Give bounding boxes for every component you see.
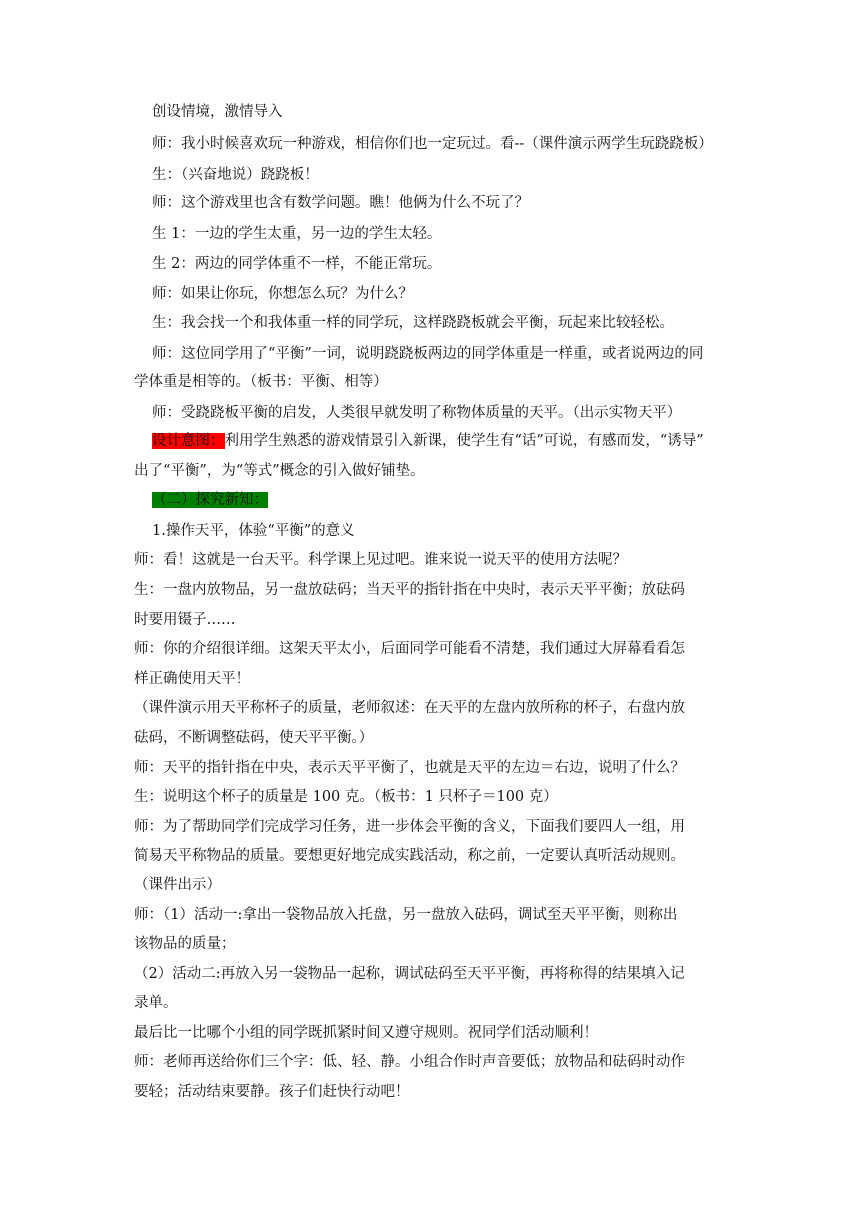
paragraph-line: 生 1：一边的学生太重，另一边的学生太轻。 — [152, 226, 442, 242]
paragraph-line: 要轻；活动结束要静。孩子们赶快行动吧！ — [134, 1084, 410, 1100]
paragraph-line: 生：一盘内放物品，另一盘放砝码；当天平的指针指在中央时，表示天平平衡；放砝码 — [134, 582, 685, 598]
paragraph-line: 出了“平衡”，为“等式”概念的引入做好铺垫。 — [134, 463, 425, 479]
paragraph-line: 师：受跷跷板平衡的启发，人类很早就发明了称物体质量的天平。（出示实物天平） — [152, 405, 682, 421]
paragraph-line: 师：为了帮助同学们完成学习任务，进一步体会平衡的含义，下面我们要四人一组，用 — [134, 819, 685, 835]
paragraph-line: 生：说明这个杯子的质量是 100 克。（板书：1 只杯子＝100 克） — [134, 789, 558, 805]
paragraph-line: 生：（兴奋地说）跷跷板！ — [152, 167, 319, 183]
paragraph-line: 学体重是相等的。（板书：平衡、相等） — [134, 374, 388, 390]
paragraph-line: 师：（1）活动一:拿出一袋物品放入托盘，另一盘放入砝码，调试至天平平衡，则称出 — [134, 907, 678, 923]
paragraph-line: （课件演示用天平称杯子的质量，老师叙述：在天平的左盘内放所称的杯子，右盘内放 — [134, 700, 685, 716]
subsection-heading: 1.操作天平，体验“平衡”的意义 — [152, 523, 355, 539]
paragraph-line: 师：这个游戏里也含有数学问题。瞧！他俩为什么不玩了？ — [152, 195, 529, 211]
paragraph-line: 师：你的介绍很详细。这架天平太小，后面同学可能看不清楚，我们通过大屏幕看看怎 — [134, 641, 685, 657]
paragraph-line: 师：天平的指针指在中央，表示天平平衡了，也就是天平的左边＝右边，说明了什么？ — [134, 760, 685, 776]
design-intent-label: 设计意图： — [152, 433, 225, 449]
paragraph-line: 时要用镊子…… — [134, 612, 236, 628]
paragraph-line: 样正确使用天平！ — [134, 671, 250, 687]
paragraph-line: 生 2：两边的同学体重不一样，不能正常玩。 — [152, 256, 442, 272]
design-intent-line — [152, 432, 704, 450]
paragraph-line: 砝码，不断调整砝码，使天平平衡。） — [134, 730, 374, 746]
paragraph-line: 录单。 — [134, 995, 178, 1011]
section-heading: 创设情境，激情导入 — [152, 104, 283, 120]
paragraph-line: 简易天平称物品的质量。要想更好地完成实践活动，称之前，一定要认真听活动规则。 — [134, 848, 685, 864]
paragraph-line: 生：我会找一个和我体重一样的同学玩，这样跷跷板就会平衡，玩起来比较轻松。 — [152, 315, 674, 331]
paragraph-line: 该物品的质量； — [134, 936, 236, 952]
paragraph-line: 最后比一比哪个小组的同学既抓紧时间又遵守规则。祝同学们活动顺利！ — [134, 1025, 598, 1041]
section-heading-highlight: （二）探究新知： — [152, 492, 268, 508]
paragraph-line: 师：老师再送给你们三个字：低、轻、静。小组合作时声音要低；放物品和砝码时动作 — [134, 1054, 685, 1070]
paragraph-line: （课件出示） — [134, 877, 221, 893]
paragraph-line: （2）活动二:再放入另一袋物品一起称，调试砝码至天平平衡，再将称得的结果填入记 — [134, 966, 685, 982]
paragraph-line: 师：如果让你玩，你想怎么玩？为什么？ — [152, 286, 413, 302]
paragraph-line: 师：看！这就是一台天平。科学课上见过吧。谁来说一说天平的使用方法呢？ — [134, 552, 627, 568]
design-intent-text: 利用学生熟悉的游戏情景引入新课，使学生有“话”可说，有感而发，“诱导” — [224, 433, 704, 449]
section-heading-line — [152, 491, 268, 509]
paragraph-line: 师：我小时候喜欢玩一种游戏，相信你们也一定玩过。看--（课件演示两学生玩跷跷板） — [152, 136, 713, 152]
paragraph-line: 师：这位同学用了“平衡”一词，说明跷跷板两边的同学体重是一样重，或者说两边的同 — [152, 346, 704, 362]
